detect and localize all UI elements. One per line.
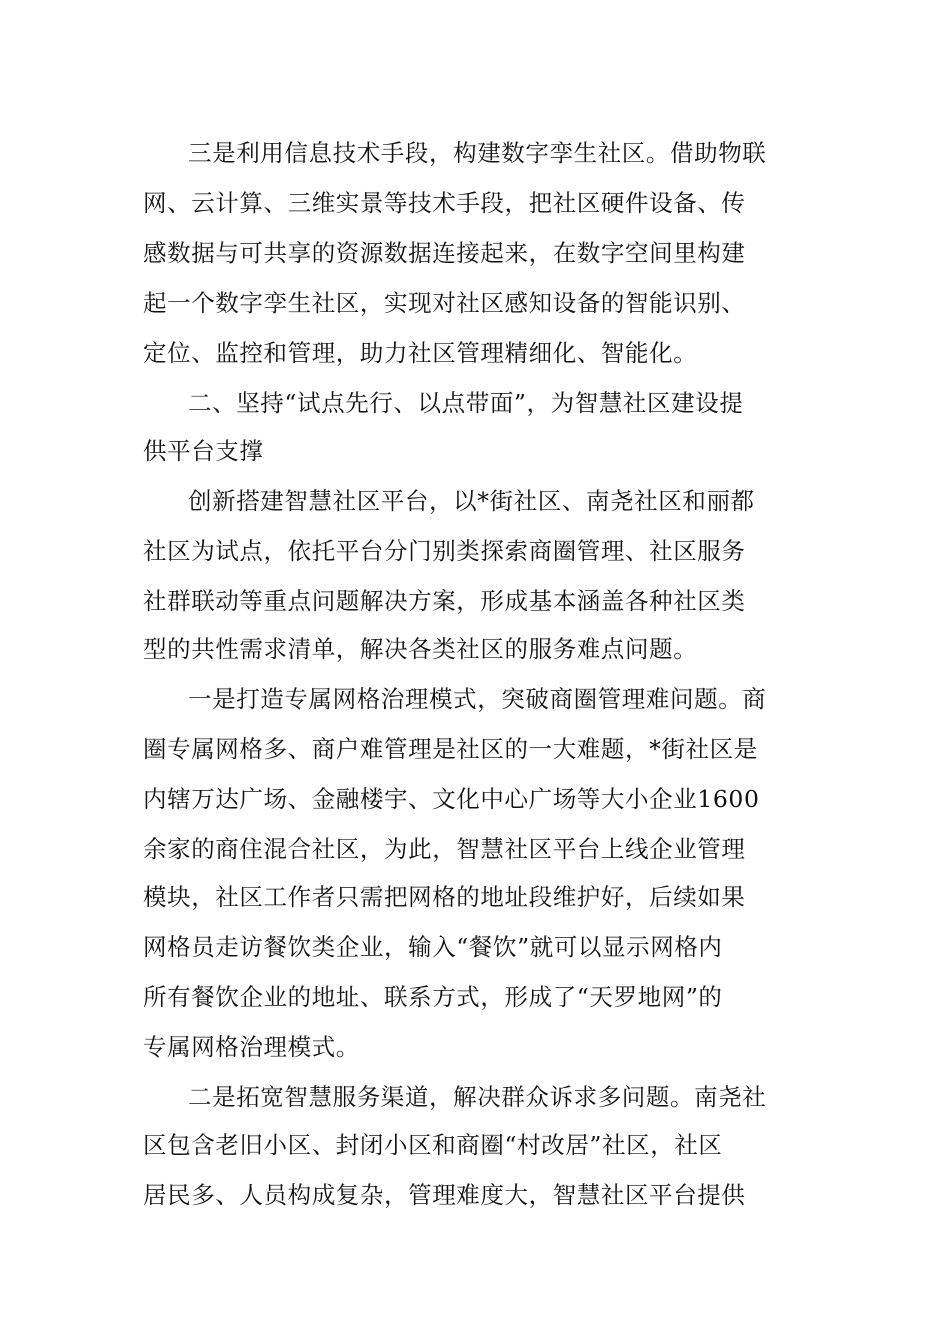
paragraph-line: 模块，社区工作者只需把网格的地址段维护好，后续如果 xyxy=(143,883,746,911)
paragraph-line: 圈专属网格多、商户难管理是社区的一大难题，*街社区是 xyxy=(143,735,758,763)
paragraph-line: 内辖万达广场、金融楼宇、文化中心广场等大小企业1600 xyxy=(143,785,760,813)
paragraph-line: 创新搭建智慧社区平台，以*街社区、南尧社区和丽都 xyxy=(188,487,755,515)
paragraph-line: 定位、监控和管理，助力社区管理精细化、智能化。 xyxy=(143,339,698,367)
paragraph-line: 区包含老旧小区、封闭小区和商圈“村改居”社区，社区 xyxy=(143,1131,723,1159)
paragraph-line: 社群联动等重点问题解决方案，形成基本涵盖各种社区类 xyxy=(143,587,746,615)
paragraph-line: 型的共性需求清单，解决各类社区的服务难点问题。 xyxy=(143,635,698,663)
paragraph-line: 三是利用信息技术手段，构建数字孪生社区。借助物联 xyxy=(188,139,767,167)
paragraph-line: 社区为试点，依托平台分门别类探索商圈管理、社区服务 xyxy=(143,537,746,565)
paragraph-line: 居民多、人员构成复杂，管理难度大，智慧社区平台提供 xyxy=(143,1181,746,1209)
section-heading-line: 二、坚持“试点先行、以点带面”，为智慧社区建设提 xyxy=(188,389,744,417)
paragraph-line: 起一个数字孪生社区，实现对社区感知设备的智能识别、 xyxy=(143,289,746,317)
section-heading-line: 供平台支撑 xyxy=(143,437,264,465)
paragraph-line: 专属网格治理模式。 xyxy=(143,1033,360,1061)
paragraph-line: 所有餐饮企业的地址、联系方式，形成了“天罗地网”的 xyxy=(143,983,723,1011)
paragraph-line: 二是拓宽智慧服务渠道，解决群众诉求多问题。南尧社 xyxy=(188,1083,767,1111)
paragraph-line: 感数据与可共享的资源数据连接起来，在数字空间里构建 xyxy=(143,239,746,267)
paragraph-line: 网格员走访餐饮类企业，输入“餐饮”就可以显示网格内 xyxy=(143,933,723,961)
paragraph-line: 一是打造专属网格治理模式，突破商圈管理难问题。商 xyxy=(188,685,767,713)
paragraph-line: 余家的商住混合社区，为此，智慧社区平台上线企业管理 xyxy=(143,835,746,863)
paragraph-line: 网、云计算、三维实景等技术手段，把社区硬件设备、传 xyxy=(143,189,746,217)
